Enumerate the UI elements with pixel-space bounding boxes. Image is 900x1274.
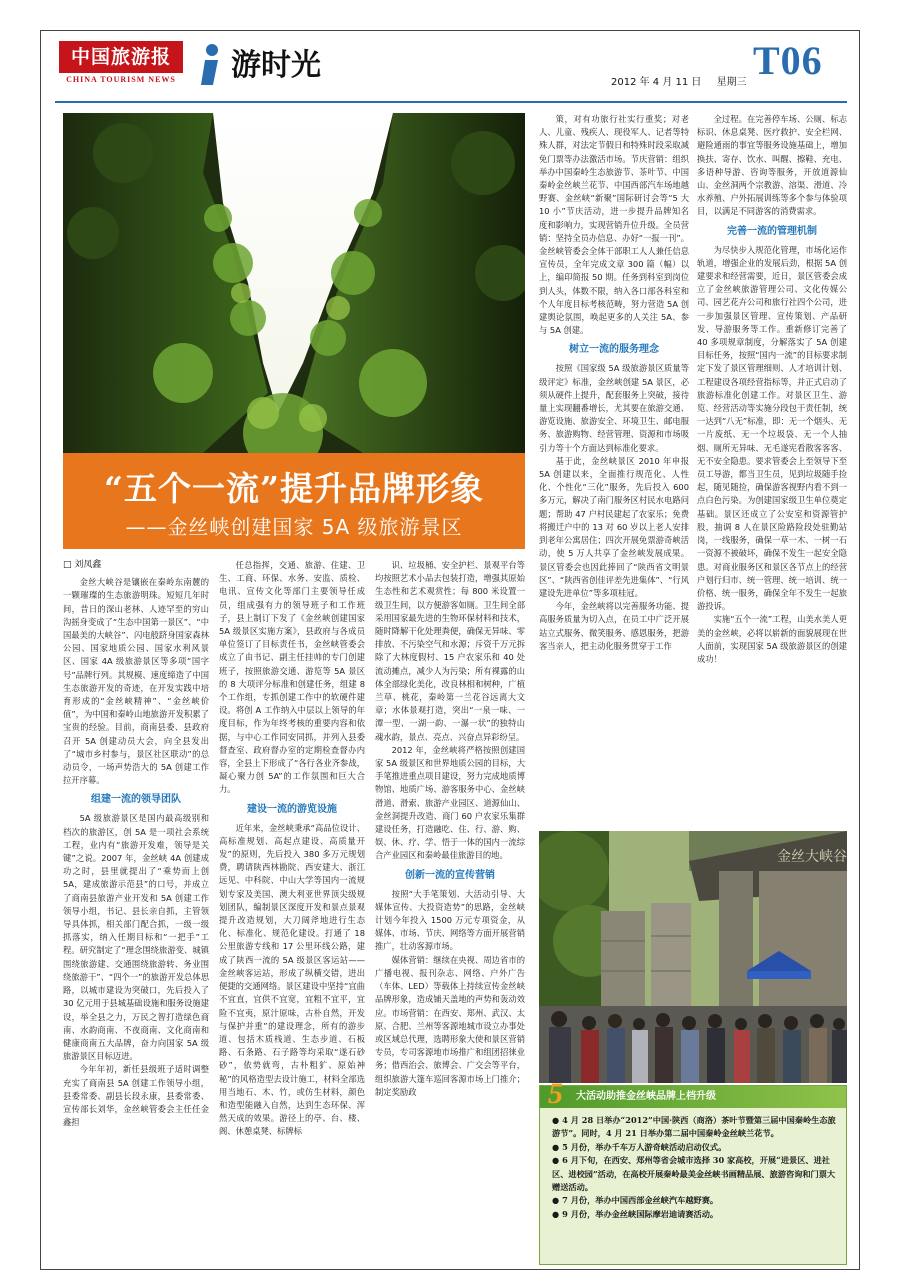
- paragraph: 实施“五个一流”工程，山美水美人更美的金丝峡，必将以崭新的面貌展现在世人面前，实现国家 5A 级旅游景区的创建成功！: [697, 614, 847, 664]
- paragraph: 识、垃圾桶、安全护栏、景观平台等均按照艺术小品去包装打造，增强其原始生态性和艺术观赏性；每 800 米设置一级卫生间，以方便游客如厕。卫生间全部采用国家最先进的生物环保材料和技术，随时降解干化处理粪便，确保无异味、零排放、不污染空气和水源；斥资千万元拆除了大林度假村、15 户农家乐和 40 处流动摊点，减少人为污染；所有裸露的山体全部绿化美化，改良林相和树种，广植兰草、桃花，秦岭第一兰花谷远离大文章；水体景观打造，突出“一泉一味、一潭一型、一湖一韵、一瀑一状”的独特山魂水韵，景点、亮点、兴奋点异彩纷呈。: [375, 560, 525, 742]
- paragraph: 按照“大手笔策划、大活动引导、大媒体宣传、大投资造势”的思路，金丝峡计划今年投入 1500 万元专项资金，从媒体、市场、节庆、网络等方面开展营销推广，壮动客源市场。: [375, 888, 525, 952]
- list-item: ● 7 月份，举办中国西部金丝峡汽车越野赛。: [552, 1194, 836, 1207]
- masthead-rule: [55, 101, 847, 103]
- paragraph: 策，对有功旅行社实行重奖；对老人、儿童、残疾人、现役军人、记者等特殊人群，对法定节假日和特殊时段采取减免门票等办法激活市场。节庆营销：组织举办中国秦岭生态旅游节、茶叶节、中国秦岭金丝峡兰花节、中国西部汽车场地越野赛、金丝峡“新聚”国际研讨会等“5 大 10 小”节庆活动，进一步提升品牌知名度和影响力，实现营销升位升级。全员营销：坚持全员办信息、办好“一报一刊”。金丝峡管委会全体干部职工人人兼任信息宣传员，全年完成文章 300 篇（幅）以上，编印简报 50 期。任务到科室到岗位到人头，体数不限，纳入各口部各科室和个人年度目标考核范畴，努力营造 5A 创建舆论氛围，唤起更多的人关注 5A、参与 5A 创建。: [539, 114, 689, 336]
- gate-sign-text: 金丝大峡谷: [777, 849, 847, 865]
- paragraph: 为尽快步入规范化管理，市场化运作轨道，增强企业的发展后劲，根据 5A 创建要求和经营需要，近日，景区管委会成立了金丝峡旅游管理公司、文化传媒公司、园艺花卉公司和旅行社四个公司，进一步加强景区管理、宣传策划、产品研发、导游服务等工作。重新修订完善了 40 多项规章制度，分解落实了 5A 创建目标任务，按照“国内一流”的目标要求制定下发了景区管理细则、人才培训计划、工程建设各项经营指标等，并正式启动了旅游标准化创建工作。对景区卫生、游览、经营活动等实施分段包干责任制，统一达到“八无”标准，即：无一个烟头、无一片废纸、无一个垃圾袋、无一个人抽烟、厕所无异味、无毛遂宪看散客客客、无不安全隐患。要求管委会上至领导下至员工导游，都当卫生员，见到垃圾随手捡起，随见随捡，确保游客视野内看不到一点白色污染。为创建国家级卫生单位奠定基础。景区还成立了公安室和资源管护股，抽调 8 人在景区险路险段处驻勤站岗，一线服务，确保一草一木、一树一石一资源不被破坏，确保不发生一起安全隐患。对商业服务区和景区各节点上的经营户划行归市、统一管理、统一培训、统一价格、统一服务，确保全年不发生一起旅游投诉。: [697, 244, 847, 612]
- paragraph: 今年年初，新任县级班子适时调整充实了商南县 5A 创建工作领导小组，县委常委、副县长段永康，县委常委、宣传部长刘华，金丝峡管委会主任任金鑫担: [63, 1064, 209, 1128]
- paragraph: 任总指挥，交通、旅游、住建、卫生、工商、环保、水务、安监、质检、电讯、宣传文化等部门主要领导任成员，组成强有力的领导班子和工作班子，县上制订下发了《金丝峡创建国家 5A 级景区实施方案》，县政府与各成员单位签订了目标责任书，金丝峡管委会成立了由书记、副主任挂帅的专门创建班子，按照旅游交通、游览等 5A 景区的 8 大项评分标准和创建任务，组建 8 个工作组，专抓创建工作中的软硬件建设。将创 A 工作纳入中层以上领导的年度目标，作为年终考核的重要内容和依据，与中心工作同安同抓，并列入县委督查室、政府督办室的定期检查督办内容，全县上下形成了“各行各业齐参战，凝心聚力创 5A”的工作氛围和巨大合力。: [219, 560, 365, 795]
- weekday-text: 星期三: [716, 77, 747, 88]
- article-column-1: [63, 559, 209, 1129]
- masthead: [41, 31, 860, 105]
- article-column-4: [539, 113, 689, 653]
- canyon-illustration: [63, 113, 525, 453]
- headline-title: “五个一流”提升品牌形象: [104, 469, 484, 508]
- subhead-management: 完善一流的管理机制: [727, 225, 817, 237]
- article-column-5: [697, 113, 847, 666]
- article-column-3: [375, 559, 525, 1099]
- section-title: 游时光: [231, 48, 321, 83]
- gate-illustration: [539, 831, 847, 1083]
- info-i-icon: [193, 41, 229, 91]
- date-text: 2012 年 4 月 11 日: [611, 77, 702, 88]
- paragraph: 按照《国家级 5A 级旅游景区质量等级评定》标准，金丝峡创建 5A 景区，必须从硬件上提升，配套服务上突破，接待量上实现翻番增长，尤其要在旅游交通、游览设施、旅游安全、环境卫生、邮电服务、旅游购物、经营管理、资源和市场吸引力等十个方面达到标准化要求。: [539, 363, 689, 453]
- paragraph: 基于此，金丝峡景区 2010 年申报 5A 创建以来，全面推行规范化、人性化、个性化“三化”服务，先后投入 600 多万元，解决了南门服务区村民水电路问题；帮助 47 户村民建起了农家乐；免费将搬迁户中的 13 对 60 岁以上老人安排到老年公寓居住；四次开展免票游奇峡活动，使 5 万人共享了金丝峡发展成果。景区管委会也因此捧回了“陕西省文明景区”、“陕西省创佳评差先进集体”、“行风建设先进单位”等多项桂冠。: [539, 455, 689, 598]
- newspaper-page: [40, 30, 860, 1270]
- logo-english: CHINA TOURISM NEWS: [66, 75, 176, 84]
- paragraph: 2012 年，金丝峡将严格按照创建国家 5A 级景区和世界地质公园的目标，大手笔推进重点项目建设，努力完成地质博物馆、地质广场、游客服务中心、金丝峡滑道、滑索、旅游产业园区、道源仙山、金丝洞提升改造、商门 60 户农家乐集群建设任务，打造融吃、住、行、游、购、娱、休、疗、学、悟于一体的国内一流综合产业园区和秦岭最佳旅游目的地。: [375, 744, 525, 861]
- activity-title: 大活动助推金丝峡品牌上档升级: [576, 1091, 716, 1102]
- newspaper-logo: [59, 41, 183, 89]
- issue-date: [611, 73, 759, 88]
- headline-subtitle: ——金丝峡创建国家 5A 级旅游景区: [125, 515, 463, 539]
- subhead-marketing: 创新一流的宣传营销: [405, 869, 495, 881]
- paragraph: 5A 级旅游景区是国内最高级别和档次的旅游区，创 5A 是一项社会系统工程，业内有“旅游开发难，领导是关键”之说。2007 年，金丝峡 4A 创建成功之时，县里就提出了“乘势而上创 5A，建成旅游示范县”的口号，并成立了商南县旅游产业开发和 5A 创建工作领导小组，书记、县长亲自抓，主管领导具体抓，相关部门配合抓，一级一级抓落实，纳入任期目标和“一把手”工程。研究制定了“理念围绕旅游变、城镇围绕旅游建、交通围绕旅游转、务业围绕旅游干”、“四个一”的旅游开发总体思路，以城市建设为突破口，先后投入了 30 亿元用于县城基础设施和服务设施建设，举全县之力，万民之智打造绿色商南、水韵商南、不夜商南、文化商南和健康商南五大品牌，奋力向国家 5A 级旅游景区目标迈进。: [63, 813, 209, 1062]
- list-item: ● 4 月 28 日举办“2012”中国·陕西（商洛）茶叶节暨第三届中国秦岭生态旅游节”。同时，4 月 21 日举办第二届中国秦岭金丝峡兰花节。: [552, 1114, 836, 1141]
- list-item: ● 6 月下旬，在西安、郑州等省会城市选择 30 家高校，开展“进景区、进社区、进校园”活动，在高校开展秦岭最美金丝峡书画精品展、旅游咨询和门票大赠送活动。: [552, 1154, 836, 1194]
- logo-chinese: 中国旅游报: [59, 41, 183, 73]
- activity-number: 5: [548, 1077, 563, 1110]
- gate-photo: [539, 831, 847, 1083]
- list-item: ● 5 月份，举办千车万人游奇峡活动启动仪式。: [552, 1141, 836, 1154]
- page-number: T06: [753, 38, 823, 83]
- paragraph: 媒体营销：继续在央视、周边省市的广播电视、报刊杂志、网络、户外广告（车体、LED）等载体上持续宣传金丝峡品牌形象，造成铺天盖地的声势和轰动效应。市场营销：在西安、郑州、武汉、太原、合肥、兰州等客源地城市设立办事处或区域总代理，选聘形象大使和景区营销专员，专司客源地市场推广和组团招徕业务；借西治会、旅博会、广交会等平台，组织旅游大篷车巡回客源市场上门推介；制定奖励政: [375, 954, 525, 1097]
- activity-list: [540, 1108, 846, 1221]
- headline-banner: [63, 453, 525, 549]
- paragraph: 全过程。在完善停车场、公厕、标志标识、休息桌凳、医疗救护、安全栏网、避险通雨的事宜等服务设施基础上，增加换扶、寄存、饮水、叫醒、擦鞋、充电、多语种导游、咨询等服务，开放道源仙山、金丝洞两个宗教游、溶渠、滑道、冷水养殖、户外拓展训练等多个参与体验项目，以满足不同游客的消费需求。: [697, 114, 847, 217]
- subhead-facilities: 建设一流的游览设施: [247, 803, 337, 815]
- subhead-leadership: 组建一流的领导团队: [91, 794, 181, 806]
- article-column-2: [219, 559, 365, 1139]
- paragraph: 金丝大峡谷是镶嵌在秦岭东南麓的一颗璀璨的生态旅游明珠。短短几年时间，昔日的深山老林、人迹罕至的穷山沟摇身变成了“生态中国第一景区”、“中国最美的大峡谷”、闪电般跻身国家森林公园、国家地质公园、国家水利风景区、国家 4A 级旅游景区等多项“国字号”品牌行列。其规模、速度缔造了中国生态旅游开发的奇迹，在开发实践中培育形成的“金丝峡精神”、“金丝峡价值”，为中国和秦岭山地旅游开发积累了宝贵的经验。目前，商南县委、县政府召开 5A 创建动员大会，向全县发出了“城市乡村参与，景区社区联动”的总动员令，一场声势浩大的 5A 创建工作拉开序幕。: [63, 577, 209, 786]
- activity-header: [540, 1077, 846, 1110]
- byline: □ 刘凤鑫: [63, 560, 102, 570]
- canyon-photo: [63, 113, 525, 453]
- paragraph: 今年，金丝峡将以完善服务功能、提高服务质量为切入点，在员工中广泛开展站立式服务、微笑服务、感恩服务，把游客当亲人，把主动化服务贯穿于工作: [539, 601, 689, 651]
- list-item: ● 9 月份，举办金丝峡国际摩岩迪请赛活动。: [552, 1208, 836, 1221]
- activity-box: [539, 1077, 847, 1265]
- subhead-service: 树立一流的服务理念: [569, 344, 659, 356]
- paragraph: 近年来，金丝峡秉承“高品位设计、高标准规划、高起点建设、高质量开发”的原则，先后投入 380 多万元规划费，聘请陕西林勘院、西安建大、浙江远见、中科院、中山大学等国内一流规划专家及美国、澳大利亚世界顶尖级规划团队，编制景区深度开发和景点景观提升改造规划，大刀阔斧地进行生态化、标准化、规范化建设。打通了 18 公里旅游专线和 17 公里环线公路，建成了陕西一流的 5A 级景区客运站——金丝峡客运站，形成了纵横交错，进出便捷的交通网络。景区建设中坚持“宜曲不宜直，宜供不宜宽，宜粗不宜平，宜险不宜夷，原汁原味，古朴自然，开发与保护并重”的建设理念，所有的游步道、包括木质栈道、生态步道、石板路、石条路、石子路等均采取“遂石砂砂”，依势就弯，古朴粗犷、原始神秘”的风格造型去设计施工，材料全部选用当地石、木、竹，或仿生材料，颜色和造型能融入自然，达到生态环保、浑然天成的效果。游径上的亭、台、楼、阁、休憩桌凳、标牌标: [219, 822, 365, 1137]
